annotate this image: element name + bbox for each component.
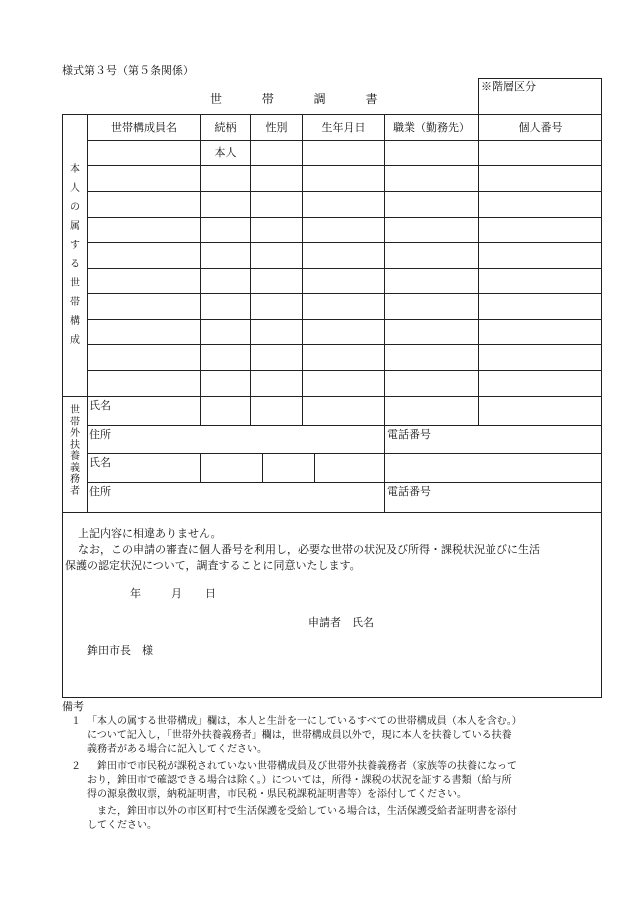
- note2-line1: 鉾田市で市民税が課税されていない世帯構成員及び世帯外扶養義務者（家族等の扶養になって: [97, 761, 517, 772]
- col-header-birthdate: 生年月日: [321, 121, 366, 134]
- household-section-label: 本人の属する世帯構成: [70, 164, 80, 346]
- notes-heading: 備考: [62, 700, 84, 713]
- supporter1-phone-label: 電話番号: [387, 428, 431, 441]
- addressee: 鉾田市長 様: [87, 644, 153, 657]
- note1-line2: について記入し，「世帯外扶養義務者」欄は，世帯構成員以外で，現に本人を扶養している扶養: [87, 730, 512, 741]
- applicant-label: 申請者 氏名: [308, 616, 374, 629]
- supporter-section-label: 世帯外扶養義務者: [70, 405, 80, 497]
- supporter2-phone-label: 電話番号: [387, 485, 431, 498]
- declaration-line3: 保護の認定状況について，調査することに同意いたします。: [65, 559, 361, 572]
- relation-self: 本人: [214, 146, 237, 159]
- note1-line1: 「本人の属する世帯構成」欄は，本人と生計を一にしているすべての世帯構成員（本人を含む。）: [87, 716, 522, 727]
- class-box-label: ※階層区分: [481, 80, 536, 93]
- note2-line2: おり，鉾田市で確認できる場合は除く。）については，所得・課税の状況を証する書類（給与所: [87, 775, 512, 786]
- note2-line3: 得の源泉徴収票，納税証明書，市民税・県民税課税証明書等）を添付してください。: [87, 789, 467, 800]
- page-title: 世 帯 調 書: [210, 92, 396, 106]
- note1-number: １: [71, 716, 81, 727]
- note1-line3: 義務者がある場合に記入してください。: [87, 744, 267, 755]
- note2-line4: また，鉾田市以外の市区町村で生活保護を受給している場合は，生活保護受給者証明書を添付: [97, 806, 517, 817]
- note2-number: ２: [71, 761, 81, 772]
- form-frame: [62, 114, 602, 698]
- col-header-sex: 性別: [265, 121, 288, 134]
- col-header-occupation: 職業（勤務先）: [393, 121, 470, 134]
- date-month: 月: [171, 587, 182, 600]
- date-year: 年: [130, 587, 141, 600]
- supporter1-name-label: 氏名: [89, 399, 111, 412]
- form-number: 様式第３号（第５条関係）: [62, 64, 194, 77]
- note2-line5: してください。: [87, 820, 157, 831]
- declaration-line1: 上記内容に相違ありません。: [78, 527, 222, 540]
- supporter2-address-label: 住所: [89, 485, 111, 498]
- date-day: 日: [205, 587, 216, 600]
- supporter2-name-label: 氏名: [89, 456, 111, 469]
- col-header-relation: 続柄: [214, 121, 237, 134]
- supporter1-address-label: 住所: [89, 428, 111, 441]
- declaration-line2: なお，この申請の審査に個人番号を利用し，必要な世帯の状況及び所得・課税状況並びに生活: [78, 543, 540, 556]
- col-header-my-number: 個人番号: [518, 121, 563, 134]
- col-header-name: 世帯構成員名: [111, 121, 177, 134]
